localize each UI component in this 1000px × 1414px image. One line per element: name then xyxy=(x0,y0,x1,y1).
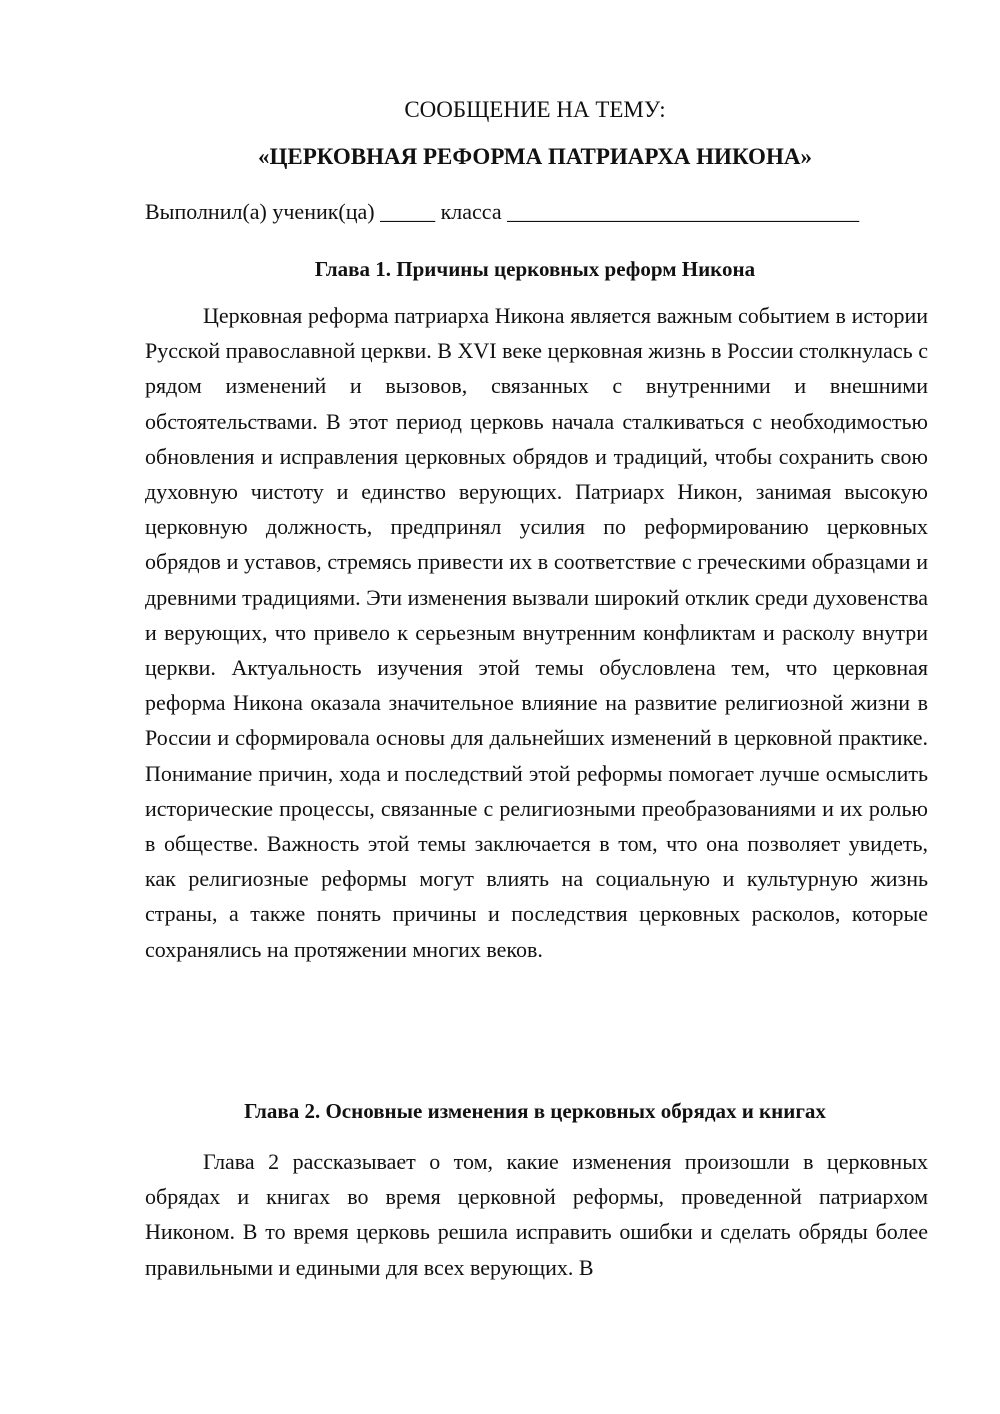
document-title-line-2: «ЦЕРКОВНАЯ РЕФОРМА ПАТРИАРХА НИКОНА» xyxy=(258,144,812,169)
chapter-1-heading: Глава 1. Причины церковных реформ Никона xyxy=(314,257,756,281)
chapter-2-heading: Глава 2. Основные изменения в церковных обрядах и книгах xyxy=(244,1099,826,1123)
chapter-2-paragraph: Глава 2 рассказывает о том, какие изменения произошли в церковных обрядах и книгах во время церковной реформы, проведенной патриархом Никоном. В то время церковь решила исправить ошибки и сделать обряды более правильными и едиными для всех верующих. В xyxy=(145,1149,928,1280)
chapter-1-paragraph: Церковная реформа патриарха Никона является важным событием в истории Русской православной церкви. В XVI веке церковная жизнь в России столкнулась с рядом изменений и вызовов, связанных с внутренними и внешними обстоятельствами. В этот период церковь начала сталкиваться с необходимостью обновления и исправления церковных обрядов и традиций, чтобы сохранить свою духовную чистоту и единство верующих. Патриарх Никон, занимая высокую церковную должность, предпринял усилия по реформированию церковных обрядов и уставов, стремясь привести их в соответствие с греческими образцами и древними традициями. Эти изменения вызвали широкий отклик среди духовенства и верующих, что привело к серьезным внутренним конфликтам и расколу внутри церкви. Актуальность изучения этой темы обусловлена тем, что церковная реформа Никона оказала значительное влияние на развитие религиозной жизни в России и сформировала основы для дальнейших изменений в церковной практике. Понимание причин, хода и последствий этой реформы помогает лучше осмыслить исторические процессы, связанные с религиозными преобразованиями и их ролью в обществе. Важность этой темы заключается в том, что она позволяет увидеть, как религиозные реформы могут влиять на социальную и культурную жизнь страны, а также понять причины и последствия церковных расколов, которые сохранялись на протяжении многих веков. xyxy=(145,303,928,962)
author-line: Выполнил(а) ученик(ца) _____ класса ________________________________ xyxy=(145,199,860,224)
document-title-line-1: СООБЩЕНИЕ НА ТЕМУ: xyxy=(404,97,666,122)
